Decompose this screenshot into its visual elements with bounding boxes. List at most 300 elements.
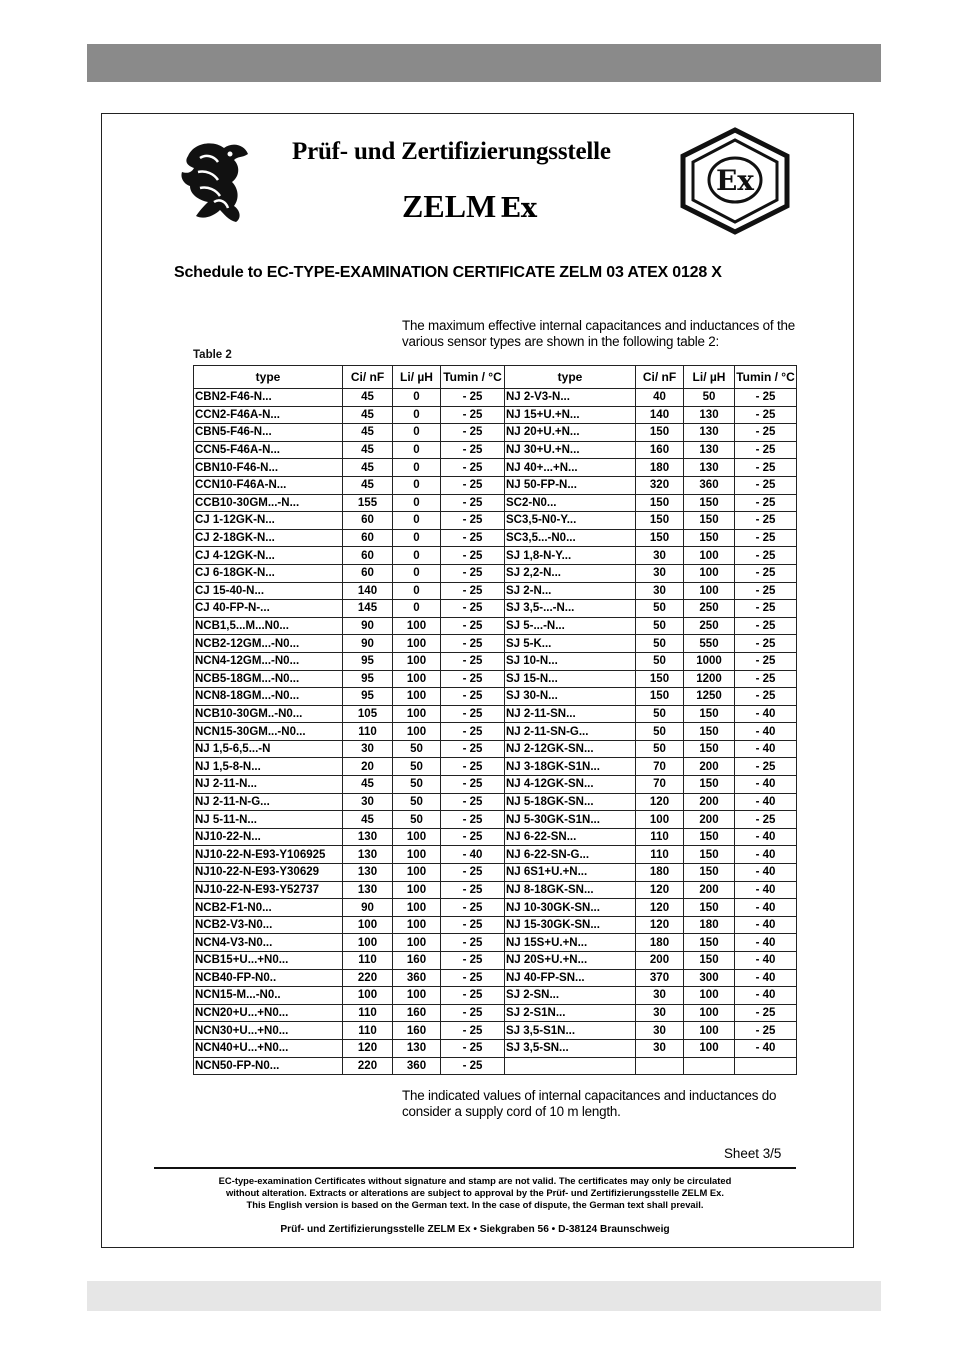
cell-tumin: - 25 (441, 864, 505, 882)
cell-li: 0 (393, 494, 441, 512)
cell-ci: 100 (343, 934, 393, 952)
cell-tumin: - 25 (441, 600, 505, 618)
cell-tumin: - 25 (441, 406, 505, 424)
lion-crest-icon (174, 136, 254, 224)
cell-ci: 45 (343, 476, 393, 494)
cell-li-2: 1000 (684, 652, 735, 670)
cell-ci: 145 (343, 600, 393, 618)
cell-li-2: 130 (684, 459, 735, 477)
cell-ci-2: 50 (636, 740, 684, 758)
cell-tumin: - 25 (441, 529, 505, 547)
table-row (194, 424, 797, 442)
cell-ci-2: 160 (636, 441, 684, 459)
cell-ci-2 (636, 1057, 684, 1075)
cell-li-2: 100 (684, 1004, 735, 1022)
cell-li-2: 150 (684, 529, 735, 547)
cell-type: NCB2-V3-N0... (194, 916, 343, 934)
cell-ci: 30 (343, 740, 393, 758)
cell-tumin: - 25 (441, 952, 505, 970)
cell-ci-2: 50 (636, 635, 684, 653)
cell-type: NCN50-FP-N0... (194, 1057, 343, 1075)
cell-li: 0 (393, 600, 441, 618)
table-row (194, 828, 797, 846)
cell-type-2: SJ 15-N... (505, 670, 636, 688)
cell-li: 360 (393, 969, 441, 987)
cell-ci: 45 (343, 776, 393, 794)
cell-type: CCN2-F46A-N... (194, 406, 343, 424)
cell-tumin-2: - 25 (735, 811, 797, 829)
cell-type-2: NJ 15S+U.+N... (505, 934, 636, 952)
cell-li-2: 150 (684, 934, 735, 952)
cell-type: NCN8-18GM...-N0... (194, 688, 343, 706)
cell-type: NCN20+U...+N0... (194, 1004, 343, 1022)
cell-tumin: - 25 (441, 934, 505, 952)
cell-type-2: NJ 2-12GK-SN... (505, 740, 636, 758)
cell-ci-2: 200 (636, 952, 684, 970)
cell-tumin-2: - 25 (735, 476, 797, 494)
cell-li: 50 (393, 758, 441, 776)
cell-li-2: 150 (684, 740, 735, 758)
cell-ci-2: 150 (636, 494, 684, 512)
table-row (194, 811, 797, 829)
cell-ci-2: 120 (636, 899, 684, 917)
table-row (194, 688, 797, 706)
cell-type-2: SC3,5-N0-Y... (505, 512, 636, 530)
top-gray-bar (87, 44, 881, 82)
cell-li: 50 (393, 740, 441, 758)
cell-ci: 130 (343, 828, 393, 846)
cell-ci: 60 (343, 547, 393, 565)
cell-tumin-2: - 25 (735, 512, 797, 530)
cell-li-2: 150 (684, 776, 735, 794)
table-row (194, 793, 797, 811)
table-row (194, 512, 797, 530)
cell-li: 0 (393, 459, 441, 477)
cell-tumin: - 25 (441, 617, 505, 635)
cell-li: 0 (393, 389, 441, 407)
cell-ci-2: 30 (636, 582, 684, 600)
table-row (194, 547, 797, 565)
intro-text: The maximum effective internal capacitances and inductances of the various sensor types are shown in the following table 2: (402, 318, 795, 349)
footer-divider (154, 1167, 796, 1169)
table-row (194, 652, 797, 670)
cell-type-2: NJ 6S1+U.+N... (505, 864, 636, 882)
cell-type-2: SJ 3,5-SN... (505, 1039, 636, 1057)
cell-tumin: - 25 (441, 389, 505, 407)
table-row (194, 529, 797, 547)
table-row (194, 916, 797, 934)
table-row (194, 389, 797, 407)
cell-tumin: - 25 (441, 670, 505, 688)
sensor-table (193, 365, 797, 1075)
cell-ci-2: 50 (636, 617, 684, 635)
cell-ci: 130 (343, 881, 393, 899)
cell-tumin-2: - 25 (735, 670, 797, 688)
cell-tumin-2: - 25 (735, 529, 797, 547)
cell-tumin-2: - 40 (735, 864, 797, 882)
cell-type-2: NJ 30+U.+N... (505, 441, 636, 459)
cell-type: CCB10-30GM...-N... (194, 494, 343, 512)
cell-li: 50 (393, 793, 441, 811)
cell-ci: 90 (343, 617, 393, 635)
cell-ci: 105 (343, 705, 393, 723)
cell-li: 100 (393, 705, 441, 723)
cell-type: NJ10-22-N-E93-Y30629 (194, 864, 343, 882)
cell-ci: 100 (343, 916, 393, 934)
cell-ci-2: 30 (636, 1022, 684, 1040)
cell-tumin: - 25 (441, 564, 505, 582)
cell-tumin: - 25 (441, 1057, 505, 1075)
cell-ci-2: 370 (636, 969, 684, 987)
cell-ci: 60 (343, 529, 393, 547)
cell-li-2: 200 (684, 811, 735, 829)
cell-li: 100 (393, 652, 441, 670)
cell-li-2: 150 (684, 846, 735, 864)
cell-tumin-2: - 25 (735, 406, 797, 424)
cell-type-2: SJ 3,5-...-N... (505, 600, 636, 618)
col-ci: Ci/ nF (343, 366, 393, 389)
table-row (194, 1004, 797, 1022)
cell-li: 160 (393, 1022, 441, 1040)
cell-li: 160 (393, 1004, 441, 1022)
cell-type-2: SC2-N0... (505, 494, 636, 512)
table-row (194, 564, 797, 582)
cell-tumin-2: - 25 (735, 389, 797, 407)
cell-ci: 90 (343, 635, 393, 653)
cell-tumin-2: - 40 (735, 776, 797, 794)
table-row (194, 441, 797, 459)
col-tumin-2: Tumin / °C (735, 366, 797, 389)
cell-ci-2: 120 (636, 881, 684, 899)
cell-ci: 95 (343, 670, 393, 688)
cell-ci: 45 (343, 424, 393, 442)
certificate-page (101, 113, 854, 1248)
cell-type: NCB10-30GM..-N0... (194, 705, 343, 723)
cell-tumin-2: - 25 (735, 582, 797, 600)
cell-type-2: SJ 1,8-N-Y... (505, 547, 636, 565)
org-name (402, 188, 537, 225)
cell-ci-2: 40 (636, 389, 684, 407)
cell-tumin: - 25 (441, 1004, 505, 1022)
cell-tumin-2: - 40 (735, 881, 797, 899)
cell-ci-2: 50 (636, 723, 684, 741)
cell-ci-2: 140 (636, 406, 684, 424)
table-row (194, 476, 797, 494)
cell-type: CCN10-F46A-N... (194, 476, 343, 494)
cell-type-2: NJ 5-18GK-SN... (505, 793, 636, 811)
table-row (194, 600, 797, 618)
cell-tumin: - 40 (441, 846, 505, 864)
cell-li-2: 150 (684, 952, 735, 970)
cell-type: NCN15-30GM...-N0... (194, 723, 343, 741)
cell-type: NJ 1,5-6,5...-N (194, 740, 343, 758)
cell-li-2: 100 (684, 1022, 735, 1040)
cell-tumin: - 25 (441, 652, 505, 670)
cell-li-2: 200 (684, 881, 735, 899)
cell-type: CJ 40-FP-N-... (194, 600, 343, 618)
cell-ci: 140 (343, 582, 393, 600)
cell-li-2 (684, 1057, 735, 1075)
cell-tumin: - 25 (441, 635, 505, 653)
cell-ci: 60 (343, 564, 393, 582)
cell-li: 100 (393, 899, 441, 917)
cell-li-2: 130 (684, 441, 735, 459)
disclaimer-line: This English version is based on the German text. In the case of dispute, the German text shall prevail. (246, 1199, 704, 1210)
cell-tumin-2: - 40 (735, 952, 797, 970)
cell-tumin: - 25 (441, 899, 505, 917)
cell-tumin: - 25 (441, 969, 505, 987)
cell-tumin-2: - 25 (735, 600, 797, 618)
cell-tumin: - 25 (441, 494, 505, 512)
table-row (194, 1022, 797, 1040)
cell-type-2: NJ 2-11-SN-G... (505, 723, 636, 741)
cell-li: 50 (393, 776, 441, 794)
cell-ci-2: 150 (636, 688, 684, 706)
cell-ci-2: 150 (636, 512, 684, 530)
cell-li-2: 1250 (684, 688, 735, 706)
cell-tumin-2: - 25 (735, 758, 797, 776)
cell-li-2: 550 (684, 635, 735, 653)
cell-li: 0 (393, 529, 441, 547)
cell-ci: 220 (343, 969, 393, 987)
cell-ci-2: 110 (636, 828, 684, 846)
cell-tumin-2: - 40 (735, 1039, 797, 1057)
cell-type: NCN40+U...+N0... (194, 1039, 343, 1057)
cell-type-2: NJ 2-11-SN... (505, 705, 636, 723)
table-row (194, 670, 797, 688)
cell-ci-2: 150 (636, 670, 684, 688)
cell-li-2: 150 (684, 494, 735, 512)
cell-type-2: SJ 3,5-S1N... (505, 1022, 636, 1040)
cell-li: 100 (393, 617, 441, 635)
cell-ci: 130 (343, 846, 393, 864)
cell-ci-2: 30 (636, 547, 684, 565)
ex-hexagon-icon (675, 126, 795, 236)
cell-li-2: 100 (684, 582, 735, 600)
cell-type-2 (505, 1057, 636, 1075)
ex-mark: Ex (500, 193, 537, 224)
cell-ci-2: 50 (636, 705, 684, 723)
cell-li-2: 180 (684, 916, 735, 934)
cell-tumin-2: - 25 (735, 547, 797, 565)
cell-ci: 120 (343, 1039, 393, 1057)
cell-tumin-2: - 40 (735, 846, 797, 864)
cell-type-2: NJ 8-18GK-SN... (505, 881, 636, 899)
cell-li: 0 (393, 582, 441, 600)
cell-type-2: NJ 10-30GK-SN... (505, 899, 636, 917)
col-type: type (194, 366, 343, 389)
cell-type: NJ 1,5-8-N... (194, 758, 343, 776)
table-row (194, 494, 797, 512)
cell-li-2: 150 (684, 512, 735, 530)
cell-li-2: 150 (684, 864, 735, 882)
cell-li: 100 (393, 864, 441, 882)
cell-li-2: 150 (684, 899, 735, 917)
cell-ci-2: 320 (636, 476, 684, 494)
cell-tumin-2: - 40 (735, 723, 797, 741)
cell-li-2: 100 (684, 564, 735, 582)
col-li: Li/ µH (393, 366, 441, 389)
cell-tumin: - 25 (441, 441, 505, 459)
cell-tumin-2: - 25 (735, 494, 797, 512)
cell-li: 360 (393, 1057, 441, 1075)
cell-li: 100 (393, 670, 441, 688)
cell-tumin-2: - 40 (735, 705, 797, 723)
cell-ci: 20 (343, 758, 393, 776)
cell-li-2: 100 (684, 547, 735, 565)
table-row (194, 617, 797, 635)
cell-type: NJ10-22-N-E93-Y106925 (194, 846, 343, 864)
cell-type-2: NJ 6-22-SN-G... (505, 846, 636, 864)
cell-li-2: 150 (684, 705, 735, 723)
cell-ci: 45 (343, 811, 393, 829)
table-row (194, 1039, 797, 1057)
table-row (194, 635, 797, 653)
cell-li-2: 100 (684, 987, 735, 1005)
cell-li: 0 (393, 476, 441, 494)
cell-ci: 90 (343, 899, 393, 917)
cell-type-2: SJ 10-N... (505, 652, 636, 670)
cell-ci-2: 30 (636, 564, 684, 582)
cell-li-2: 250 (684, 617, 735, 635)
cell-tumin: - 25 (441, 1022, 505, 1040)
disclaimer-line: without alteration. Extracts or alterations are subject to approval by the Prüf- und Zertifizierungsstelle ZELM Ex. (225, 1187, 724, 1198)
table-row (194, 987, 797, 1005)
cell-tumin-2: - 40 (735, 740, 797, 758)
cell-li: 100 (393, 987, 441, 1005)
cell-type-2: NJ 6-22-SN... (505, 828, 636, 846)
cell-ci: 30 (343, 793, 393, 811)
cell-li: 100 (393, 723, 441, 741)
cell-li: 100 (393, 916, 441, 934)
cell-li-2: 200 (684, 793, 735, 811)
cell-tumin: - 25 (441, 828, 505, 846)
cell-tumin-2: - 40 (735, 969, 797, 987)
cell-ci: 130 (343, 864, 393, 882)
cell-ci: 60 (343, 512, 393, 530)
cell-tumin: - 25 (441, 723, 505, 741)
cell-type-2: NJ 15+U.+N... (505, 406, 636, 424)
cell-tumin-2: - 25 (735, 652, 797, 670)
cell-type: CJ 6-18GK-N... (194, 564, 343, 582)
address: Prüf- und Zertifizierungsstelle ZELM Ex • Siekgraben 56 • D-38124 Braunschweig (280, 1224, 670, 1235)
cell-ci-2: 180 (636, 459, 684, 477)
cell-ci: 95 (343, 652, 393, 670)
cell-li-2: 250 (684, 600, 735, 618)
cell-type-2: SJ 30-N... (505, 688, 636, 706)
cell-type: CJ 15-40-N... (194, 582, 343, 600)
cell-tumin: - 25 (441, 740, 505, 758)
cell-tumin: - 25 (441, 582, 505, 600)
cell-type: NCN4-12GM...-N0... (194, 652, 343, 670)
table-row (194, 723, 797, 741)
cell-type-2: NJ 50-FP-N... (505, 476, 636, 494)
cell-type-2: NJ 20S+U.+N... (505, 952, 636, 970)
cell-ci-2: 30 (636, 987, 684, 1005)
table-row (194, 1057, 797, 1075)
cell-ci: 45 (343, 389, 393, 407)
cell-li: 0 (393, 564, 441, 582)
cell-type-2: SJ 2-N... (505, 582, 636, 600)
cell-tumin-2: - 25 (735, 459, 797, 477)
table-row (194, 952, 797, 970)
cell-ci: 110 (343, 1004, 393, 1022)
cell-type: NJ 5-11-N... (194, 811, 343, 829)
cell-li: 100 (393, 881, 441, 899)
cell-ci-2: 30 (636, 1004, 684, 1022)
table-row (194, 582, 797, 600)
disclaimer-line: EC-type-examination Certificates without signature and stamp are not valid. The certificates may only be circulated (218, 1175, 732, 1186)
table-row (194, 740, 797, 758)
cell-type: NJ10-22-N-E93-Y52737 (194, 881, 343, 899)
disclaimer (162, 1175, 788, 1211)
cell-tumin-2: - 25 (735, 441, 797, 459)
schedule-title: Schedule to EC-TYPE-EXAMINATION CERTIFICATE ZELM 03 ATEX 0128 X (174, 264, 722, 281)
cell-ci: 110 (343, 723, 393, 741)
sheet-number: Sheet 3/5 (724, 1146, 782, 1161)
cell-type-2: NJ 40-FP-SN... (505, 969, 636, 987)
table-row (194, 881, 797, 899)
table-body (194, 389, 797, 1075)
cell-type: CBN10-F46-N... (194, 459, 343, 477)
cell-tumin: - 25 (441, 476, 505, 494)
table-row (194, 758, 797, 776)
cell-tumin-2: - 40 (735, 828, 797, 846)
col-type-2: type (505, 366, 636, 389)
cell-type-2: SJ 2-S1N... (505, 1004, 636, 1022)
org-line: Prüf- und Zertifizierungsstelle (292, 138, 611, 165)
cell-ci: 110 (343, 952, 393, 970)
bottom-gray-bar (87, 1281, 881, 1311)
table-row (194, 864, 797, 882)
note-text: The indicated values of internal capacitances and inductances do consider a supply cord of 10 m length. (402, 1088, 777, 1119)
cell-li-2: 130 (684, 424, 735, 442)
cell-ci-2: 180 (636, 864, 684, 882)
cell-type: NCB2-12GM...-N0... (194, 635, 343, 653)
cell-li: 100 (393, 688, 441, 706)
cell-tumin: - 25 (441, 547, 505, 565)
cell-tumin-2: - 40 (735, 987, 797, 1005)
cell-li: 100 (393, 635, 441, 653)
cell-li: 50 (393, 811, 441, 829)
cell-tumin: - 25 (441, 459, 505, 477)
cell-ci-2: 50 (636, 652, 684, 670)
cell-tumin: - 25 (441, 705, 505, 723)
table-row (194, 406, 797, 424)
cell-li: 160 (393, 952, 441, 970)
cell-type: CJ 4-12GK-N... (194, 547, 343, 565)
cell-type-2: SJ 5-...-N... (505, 617, 636, 635)
table-row (194, 776, 797, 794)
cell-ci: 100 (343, 987, 393, 1005)
cell-type-2: SJ 5-K... (505, 635, 636, 653)
cell-li: 100 (393, 828, 441, 846)
cell-type: CBN2-F46-N... (194, 389, 343, 407)
cell-tumin: - 25 (441, 758, 505, 776)
cell-type: NCN30+U...+N0... (194, 1022, 343, 1040)
cell-ci: 110 (343, 1022, 393, 1040)
cell-li-2: 1200 (684, 670, 735, 688)
cell-ci: 220 (343, 1057, 393, 1075)
cell-tumin: - 25 (441, 424, 505, 442)
table-row (194, 934, 797, 952)
cell-type: NCN4-V3-N0... (194, 934, 343, 952)
cell-ci: 95 (343, 688, 393, 706)
cell-tumin: - 25 (441, 793, 505, 811)
cell-type-2: NJ 4-12GK-SN... (505, 776, 636, 794)
cell-tumin: - 25 (441, 1039, 505, 1057)
cell-ci-2: 110 (636, 846, 684, 864)
